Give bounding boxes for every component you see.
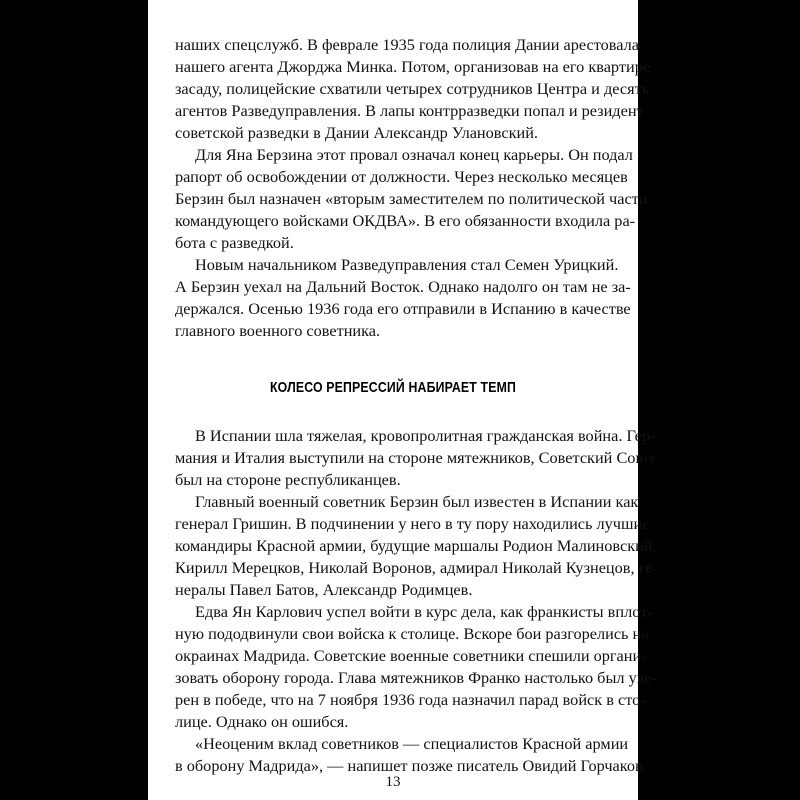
text-line: был на стороне республиканцев. [175, 470, 401, 489]
text-line: «Неоценим вклад советников — специалистов Красной армии [195, 734, 629, 753]
text-line: командующего войсками ОКДВА». В его обязанности входила ра- [175, 211, 636, 230]
text-line: Едва Ян Карлович успел войти в курс дела, как франкисты вплот- [195, 602, 653, 621]
text-line: Берзин был назначен «вторым заместителем по политической части [175, 189, 648, 208]
text-line: Новым начальником Разведуправления стал Семен Урицкий. [195, 255, 619, 274]
text-line: рапорт об освобождении от должности. Через несколько месяцев [175, 167, 628, 186]
text-line: А Берзин уехал на Дальний Восток. Однако надолго он там не за- [175, 277, 631, 296]
text-line: Для Яна Берзина этот провал означал конец карьеры. Он подал [195, 145, 633, 164]
text-line: засаду, полицейские схватили четырех сотрудников Центра и десять [175, 79, 650, 98]
text-block-top [175, 34, 651, 342]
paragraph [175, 491, 658, 601]
text-line: бота с разведкой. [175, 233, 294, 252]
text-line: агентов Разведуправления. В лапы контрразведки попал и резидент [175, 101, 644, 120]
text-line: рен в победе, что на 7 ноября 1936 года назначил парад войск в сто- [175, 690, 646, 709]
text-line: главного военного советника. [175, 321, 381, 340]
text-line: командиры Красной армии, будущие маршалы Родион Малиновский, [175, 536, 657, 555]
text-line: держался. Осенью 1936 года его отправили в Испанию в качестве [175, 299, 631, 318]
text-line: Кирилл Мерецков, Николай Воронов, адмирал Николай Кузнецов, ге- [175, 558, 658, 577]
paragraph [175, 425, 656, 491]
paragraph [175, 254, 631, 342]
text-line: зовать оборону города. Глава мятежников Франко настолько был уве- [175, 668, 657, 687]
text-line: нашего агента Джорджа Минка. Потом, организовав на его квартире [175, 57, 651, 76]
text-line: Главный военный советник Берзин был известен в Испании как [195, 492, 639, 511]
text-line: наших спецслужб. В феврале 1935 года полиция Дании арестовала [175, 35, 639, 54]
section-heading: КОЛЕСО РЕПРЕССИЙ НАБИРАЕТ ТЕМП [270, 379, 516, 396]
text-line: в оборону Мадрида», — напишет позже писатель Овидий Горчаков. [175, 756, 647, 775]
text-line: В Испании шла тяжелая, кровопролитная гражданская война. Гер- [195, 426, 656, 445]
text-line: нералы Павел Батов, Александр Родимцев. [175, 580, 473, 599]
page-number: 13 [385, 774, 401, 790]
paragraph [175, 144, 648, 254]
paragraph [175, 34, 651, 144]
text-line: ную пододвинули свои войска к столице. Вскоре бои разгорелись на [175, 624, 649, 643]
text-line: мания и Италия выступили на стороне мятежников, Советский Союз [175, 448, 655, 467]
book-page [148, 0, 658, 800]
text-line: генерал Гришин. В подчинении у него в ту пору находились лучшие [175, 514, 650, 533]
text-block-bottom [175, 425, 658, 777]
text-line: лице. Однако он ошибся. [175, 712, 349, 731]
text-line: советской разведки в Дании Александр Улановский. [175, 123, 539, 142]
paragraph [175, 601, 657, 733]
text-line: окраинах Мадрида. Советские военные советники спешили органи- [175, 646, 647, 665]
paragraph [175, 733, 647, 777]
